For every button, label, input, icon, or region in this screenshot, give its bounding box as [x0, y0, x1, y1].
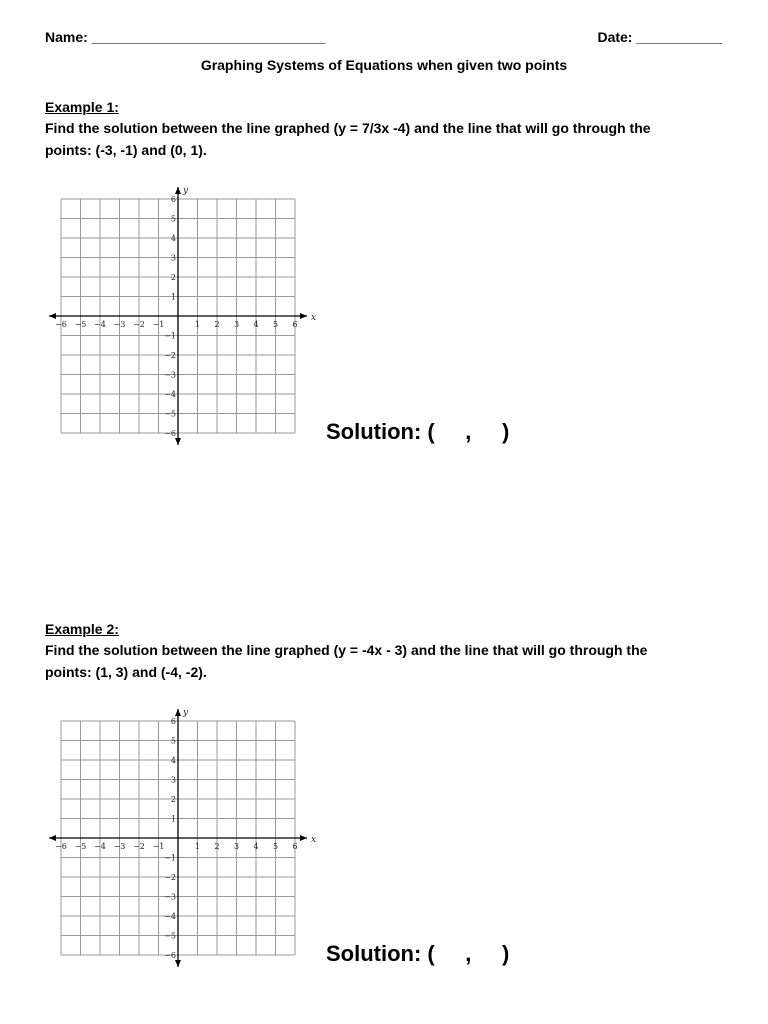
date-field[interactable]: Date: ___________ — [597, 29, 722, 45]
x-tick-label: −5 — [74, 320, 87, 329]
x-tick-label: 5 — [272, 842, 279, 851]
x-tick-label: 1 — [194, 320, 201, 329]
x-tick-label: −6 — [55, 842, 67, 851]
y-tick-label: 5 — [170, 214, 176, 224]
name-field[interactable]: Name: ______________________________ — [45, 29, 326, 45]
x-tick-label: −2 — [133, 842, 145, 851]
x-tick-label: 1 — [194, 842, 201, 851]
y-tick-label: −1 — [164, 853, 176, 863]
x-tick-label: 4 — [253, 320, 259, 329]
example-1-solution: Solution: ( , ) — [326, 419, 510, 444]
x-tick-label: −2 — [133, 320, 145, 329]
x-axis-right-arrow — [300, 835, 307, 841]
x-tick-label: −4 — [94, 320, 106, 329]
y-tick-label: −5 — [164, 409, 176, 419]
y-tick-label: 3 — [170, 775, 176, 785]
y-tick-label: 6 — [170, 717, 176, 726]
y-tick-label: −6 — [164, 429, 176, 438]
x-tick-label: 6 — [292, 320, 298, 329]
example-1-label: Example 1: — [45, 99, 119, 115]
y-tick-label: 2 — [170, 795, 176, 804]
y-tick-label: −5 — [164, 931, 176, 941]
y-tick-label: 1 — [170, 814, 176, 824]
y-tick-label: 6 — [170, 195, 176, 204]
y-axis-down-arrow — [175, 438, 181, 445]
coordinate-grid-1[interactable] — [40, 180, 330, 452]
y-tick-label: 3 — [170, 253, 176, 263]
x-tick-label: 4 — [253, 842, 259, 851]
y-tick-label: −3 — [164, 370, 176, 380]
x-axis-right-arrow — [300, 313, 307, 319]
y-axis-label: y — [183, 186, 189, 196]
y-tick-label: 4 — [170, 234, 176, 243]
example-2-label: Example 2: — [45, 621, 119, 637]
y-tick-label: 2 — [170, 273, 176, 282]
page-title: Graphing Systems of Equations when given two points — [200, 57, 568, 73]
y-tick-label: −6 — [164, 951, 176, 960]
x-axis-label: x — [311, 313, 317, 323]
x-tick-label: −4 — [94, 842, 106, 851]
x-tick-label: −1 — [152, 320, 165, 329]
x-tick-label: −5 — [74, 842, 87, 851]
x-tick-label: −6 — [55, 320, 67, 329]
x-axis-left-arrow — [49, 835, 56, 841]
x-tick-label: 3 — [233, 320, 240, 329]
x-tick-label: 3 — [233, 842, 240, 851]
y-tick-label: −2 — [164, 873, 176, 882]
example-2-prompt-line2: points: (1, 3) and (-4, -2). — [45, 664, 207, 680]
y-axis-label: y — [183, 708, 189, 718]
x-tick-label: 5 — [272, 320, 279, 329]
x-tick-label: −3 — [113, 320, 126, 329]
y-tick-label: −4 — [164, 390, 176, 399]
y-tick-label: −3 — [164, 892, 176, 902]
x-tick-label: 2 — [214, 320, 220, 329]
example-1-prompt-line1: Find the solution between the line graphed (y = 7/3x -4) and the line that will go through the — [45, 120, 651, 136]
coordinate-grid-2[interactable] — [40, 702, 330, 974]
x-axis-label: x — [311, 835, 317, 845]
y-tick-label: 5 — [170, 736, 176, 746]
y-tick-label: 4 — [170, 756, 176, 765]
example-2-solution: Solution: ( , ) — [326, 941, 510, 966]
y-tick-label: −2 — [164, 351, 176, 360]
example-1-prompt-line2: points: (-3, -1) and (0, 1). — [45, 142, 207, 158]
x-tick-label: 2 — [214, 842, 220, 851]
example-2-prompt — [45, 639, 725, 683]
y-tick-label: −4 — [164, 912, 176, 921]
x-tick-label: 6 — [292, 842, 298, 851]
header-row — [45, 29, 722, 47]
example-1-prompt — [45, 117, 725, 161]
x-tick-label: −3 — [113, 842, 126, 851]
example-2-prompt-line1: Find the solution between the line graphed (y = -4x - 3) and the line that will go through the — [45, 642, 648, 658]
x-axis-left-arrow — [49, 313, 56, 319]
y-axis-up-arrow — [175, 187, 181, 194]
y-axis-up-arrow — [175, 709, 181, 716]
y-tick-label: −1 — [164, 331, 176, 341]
y-tick-label: 1 — [170, 292, 176, 302]
y-axis-down-arrow — [175, 960, 181, 967]
x-tick-label: −1 — [152, 842, 165, 851]
